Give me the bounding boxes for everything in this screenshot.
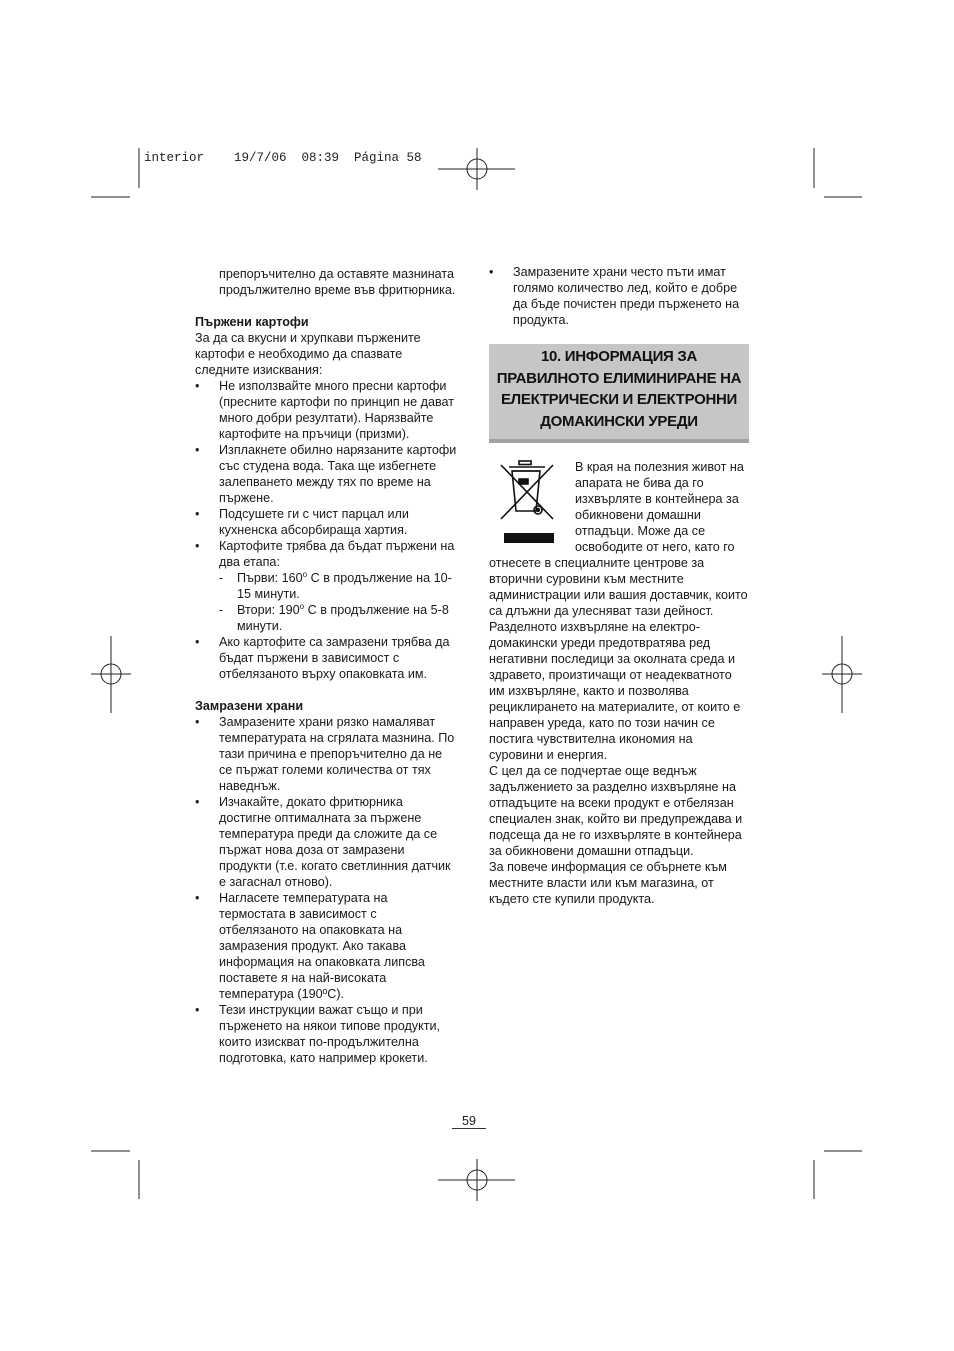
disposal-text: В края на полезния живот на апарата не бива да го изхвърляте в контейнера за обикновени домашни отпадъци. Може да се освободите от него, като го отнесете в специалните центрове за вторични суровини към местните администрации или вашия доставчик, които са длъжни да улесняват тази дейност. Разделното изхвърляне на електро-домакински уреди предотвратява ред негативни последици за околната среда и здравето, произтичащи от неадекватното им изхвърляне, както и позволява рециклирането на материалите, от които е направен уреда, като по този начин се постига чувствителна икономия на суровини и енергия. <box>489 460 748 762</box>
frying-stage-item: - Първи: 160$^o$ C в продължение на 10-15 минути. <box>219 570 457 602</box>
registration-mark-icon <box>438 148 515 190</box>
disposal-section <box>489 459 749 907</box>
list-item: • Не използвайте много пресни картофи (пресните картофи по принцип не дават много добри резултати). Нарязвайте картофите на пръчици (призми). <box>195 378 457 442</box>
registration-mark-icon <box>438 1159 515 1201</box>
contact-text: За повече информация се обърнете към местните власти или към магазина, от където сте купили продукта. <box>489 860 727 906</box>
right-column <box>489 264 749 907</box>
list-item: • Замразените храни често пъти имат голямо количество лед, който е добре да бъде почистен преди пърженето на продукта. <box>489 264 749 328</box>
intro-text: препоръчително да оставяте мазнината продължително време във фритюрника. <box>219 267 456 297</box>
registration-mark-icon <box>91 636 131 713</box>
frozen-foods-heading: Замразени храни <box>195 699 304 713</box>
list-item: • Подсушете ги с чист парцал или кухненска абсорбираща хартия. <box>195 506 457 538</box>
list-item: • Изчакайте, докато фритюрника достигне оптималната за пържене температура преди да сложите да се пържат нова доза от замразени продукти (т.е. когато светлинния датчик е загаснал отново). <box>195 794 457 890</box>
section-title: 10. ИНФОРМАЦИЯ ЗА ПРАВИЛНОТО ЕЛИМИНИРАНЕ НА ЕЛЕКТРИЧЕСКИ И ЕЛЕКТРОННИ ДОМАКИНСКИ УРЕДИ <box>496 348 742 430</box>
frozen-ice-list <box>489 264 749 328</box>
crossed-out-wheelie-bin-icon <box>489 459 567 551</box>
registration-mark-icon <box>822 636 862 713</box>
list-item: • Картофите трябва да бъдат пържени на два етапа: - Първи: 160$^o$ C в продължение на 10-15 минути. - Втори: 190$^o$ C в продължение на 5-8 минути. <box>195 538 457 634</box>
list-item: • Нагласете температурата на термостата в зависимост с отбелязаното на опаковката на замразения продукт. Ако такава информация на опаковката липсва поставете я на най-високата температура (190ºC). <box>195 890 457 1002</box>
list-item: • Изплакнете обилно нарязаните картофи със студена вода. Така ще избегнете залепването между тях по време на пържене. <box>195 442 457 506</box>
frying-stage-item: - Втори: 190$^o$ C в продължение на 5-8 минути. <box>219 602 457 634</box>
page-number: 59 <box>452 1114 486 1129</box>
fried-potatoes-heading: Пържени картофи <box>195 315 309 329</box>
frying-stages-list <box>219 570 457 634</box>
frozen-foods-list <box>195 714 457 1066</box>
list-item: • Тези инструкции важат също и при пърженето на някои типове продукти, които изискват по-продължителна подготовка, като например крокети. <box>195 1002 457 1066</box>
left-column <box>195 266 457 1066</box>
list-item: • Ако картофите са замразени трябва да бъдат пържени в зависимост с отбелязаното върху опаковката им. <box>195 634 457 682</box>
list-item: • Замразените храни рязко намаляват температурата на сгрялата мазнина. По тази причина е препоръчително да не се пържат големи количества от тях наведнъж. <box>195 714 457 794</box>
marking-text: С цел да се подчертае още веднъж задължението за разделно изхвърляне на отпадъците на всеки продукт е отбелязан специален знак, който ви предупреждава и подсеща да не го изхвърляте в контейнера за обикновени домашни отпадъци. <box>489 764 743 858</box>
section-banner <box>489 344 749 443</box>
fried-potatoes-list <box>195 378 457 682</box>
fried-potatoes-lead: За да са вкусни и хрупкави пържените картофи е необходимо да спазвате следните изисквания: <box>195 331 421 377</box>
print-slug: interior 19/7/06 08:39 Página 58 <box>144 151 422 165</box>
